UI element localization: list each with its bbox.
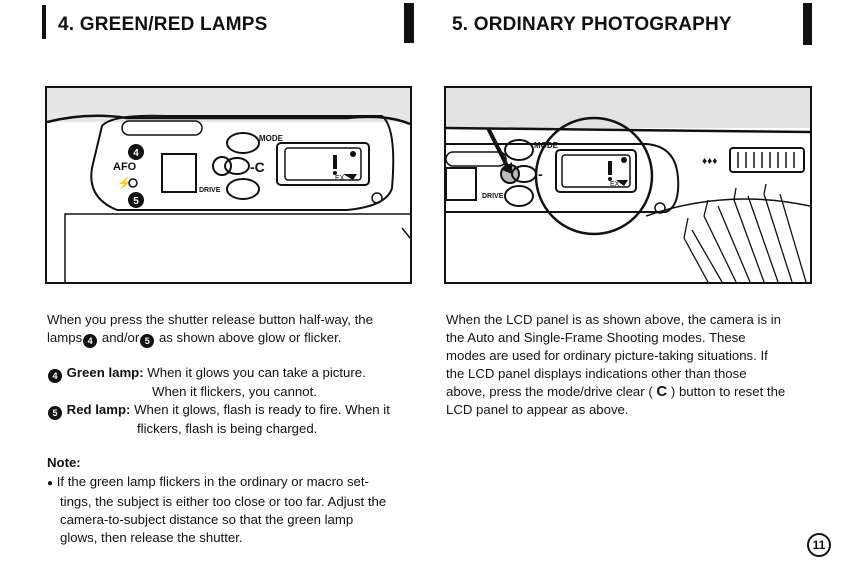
right-ex-label: EX: [610, 181, 620, 188]
left-title-end-bar: [404, 3, 414, 43]
right-section-title: 5. ORDINARY PHOTOGRAPHY: [452, 14, 732, 35]
ordinary-figure: [444, 86, 812, 284]
lamps-figure: [45, 86, 412, 284]
note-heading: Note:: [47, 455, 81, 470]
svg-text:♦♦♦: ♦♦♦: [702, 156, 718, 167]
red-lamp-row: 5 Red lamp: When it glows, flash is ready to fire. When it: [47, 401, 417, 420]
green-lamp-row: 4 Green lamp: When it glows you can take a picture.: [47, 364, 417, 383]
svg-text:⚡: ⚡: [117, 176, 132, 190]
green-badge: 4: [48, 369, 62, 383]
right-title-end-bar: [803, 3, 812, 45]
right-mode-label: MODE: [534, 141, 558, 150]
right-description: When the LCD panel is as shown above, the camera is in the Auto and Single-Frame Shooting modes. These modes are used for ordinary picture-taking situations. If the LCD panel displays indications other than those above, press the mode/drive clear ( C ) button to reset the LCD panel to appear as above.: [446, 312, 786, 417]
right-drive-label: DRIVE: [482, 193, 504, 200]
left-title-bar: [42, 5, 46, 39]
c-label: -C: [250, 159, 265, 175]
red-badge: 5: [48, 406, 62, 420]
drive-label: DRIVE: [199, 187, 221, 194]
page-number: 11: [807, 533, 831, 557]
af-label: AFO: [113, 161, 137, 173]
left-section-title: 4. GREEN/RED LAMPS: [58, 14, 268, 35]
clear-button-symbol: C: [656, 383, 668, 400]
lamp-list: 4 Green lamp: When it glows you can take a picture. When it flickers, you cannot. 5 Red lamp: When it glows, flash is ready to fire. When it flickers, flash is being charged.: [47, 364, 417, 438]
svg-text:-: -: [538, 166, 543, 182]
left-ex-label: EX: [335, 175, 345, 182]
lamp4-badge: 4: [133, 148, 139, 159]
intro-badge-4: 4: [83, 334, 97, 348]
note-body: ● If the green lamp flickers in the ordinary or macro set- tings, the subject is either too close or too far. Adjust the camera-to-subject distance so that the green lamp glows, then release the shutter.: [47, 474, 387, 545]
left-intro: When you press the shutter release button half-way, the lamps 4 and/or 5 as shown above glow or flicker.: [47, 312, 373, 346]
mode-label: MODE: [259, 134, 283, 143]
intro-badge-5: 5: [140, 334, 154, 348]
lamp5-badge: 5: [133, 196, 139, 207]
